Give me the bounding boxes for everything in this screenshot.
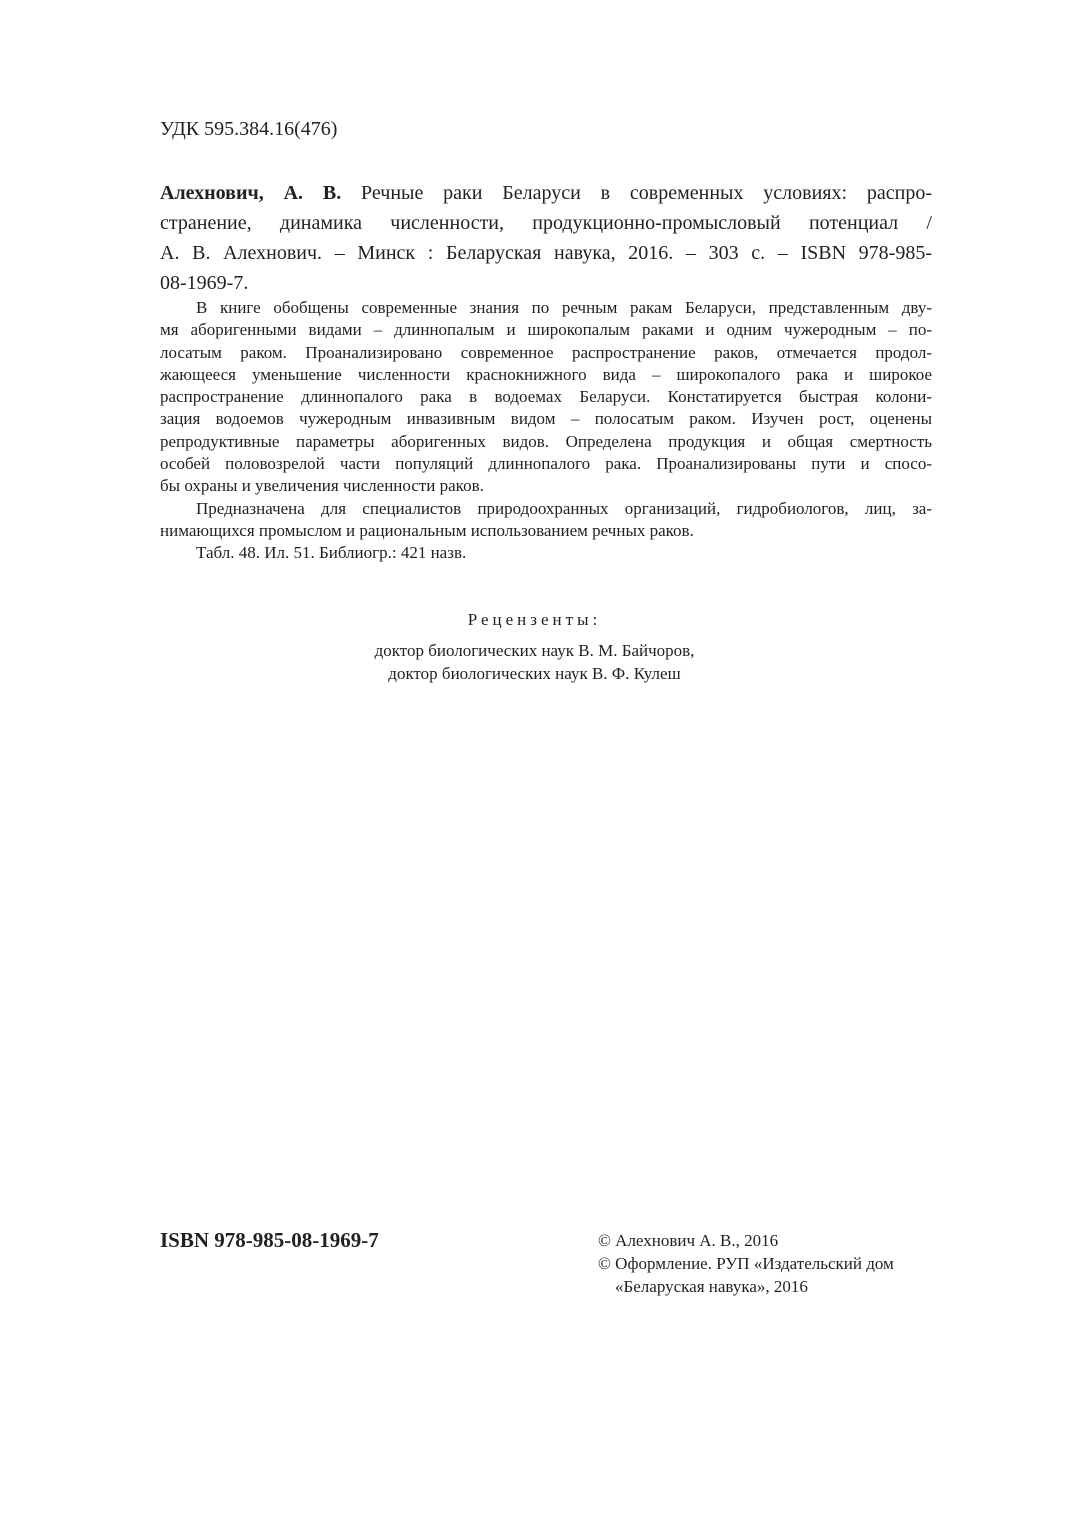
audience-line: Предназначена для специалистов природоохранных организаций, гидробиологов, лиц, за- [196,498,932,518]
abstract-line: репродуктивные параметры аборигенных видов. Определена продукция и общая смертность [160,431,932,451]
abstract-line: особей половозрелой части популяций длиннопалого рака. Проанализированы пути и спосо- [160,454,932,474]
isbn: ISBN 978-985-08-1969-7 [160,1228,379,1252]
stats-line: Табл. 48. Ил. 51. Библиогр.: 421 назв. [196,543,467,563]
abstract-line: лосатым раком. Проанализировано современное распространение раков, отмечается продол- [160,342,932,362]
abstract-line: бы охраны и увеличения численности раков. [160,476,484,496]
abstract-line: распространение длиннопалого рака в водоемах Беларуси. Констатируется быстрая колони- [160,387,932,407]
bib-line-1 [160,178,932,208]
copyright-block [598,1229,894,1298]
bib-line-1-text: Речные раки Беларуси в современных условиях: распро- [341,182,932,204]
bib-line-2: странение, динамика численности, продукционно-промысловый потенциал / [160,212,932,234]
abstract [160,297,932,565]
bibliographic-record [160,178,932,298]
abstract-line: В книге обобщены современные знания по речным ракам Беларуси, представленным дву- [196,298,932,317]
abstract-line: жающееся уменьшение численности краснокнижного вида – широкопалого рака и широкое [160,364,932,384]
reviewer-name: доктор биологических наук В. М. Байчоров, [374,641,695,660]
abstract-line: мя аборигенными видами – длиннопалым и широкопалым раками и одним чужеродным – по- [160,320,932,340]
abstract-line: зация водоемов чужеродным инвазивным видом – полосатым раком. Изучен рост, оценены [160,409,932,429]
copyright-author: © Алехнович А. В., 2016 [598,1231,779,1250]
reviewers-heading: Рецензенты: [467,610,602,629]
copyright-design-cont: «Беларуская навука», 2016 [615,1277,808,1296]
audience-line: нимающихся промыслом и рациональным использованием речных раков. [160,520,694,540]
copyright-design: © Оформление. РУП «Издательский дом [598,1254,894,1273]
bib-line-4: 08-1969-7. [160,272,249,294]
bib-line-3: А. В. Алехнович. – Минск : Беларуская навука, 2016. – 303 с. – ISBN 978-985- [160,242,932,264]
reviewer-name: доктор биологических наук В. Ф. Кулеш [388,664,681,683]
author-name: Алехнович, А. В. [160,182,342,204]
udk-code: УДК 595.384.16(476) [160,118,338,140]
